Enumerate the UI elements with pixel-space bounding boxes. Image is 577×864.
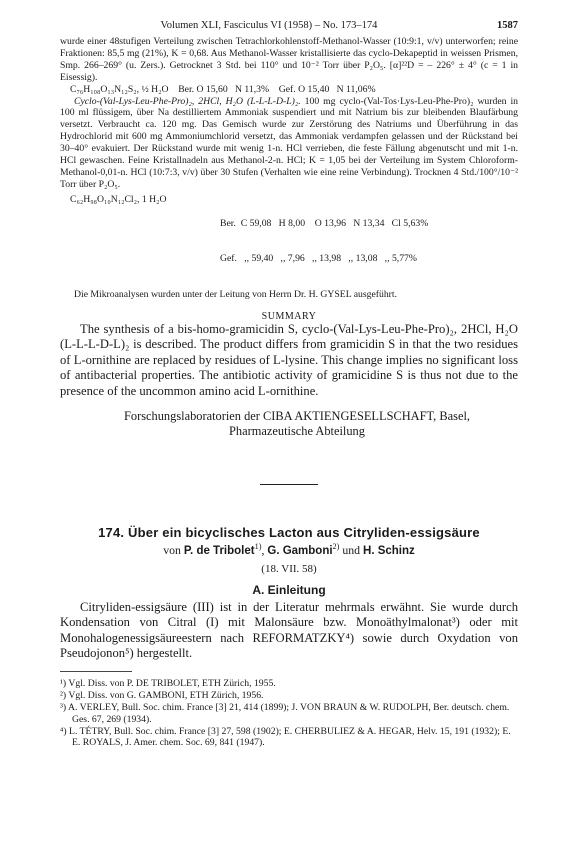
analysis-block-2 — [60, 194, 518, 289]
author-2-footnote-ref[interactable]: 2) — [332, 541, 340, 551]
footnote-1: ¹) Vgl. Diss. von P. DE TRIBOLET, ETH Zürich, 1955. — [60, 678, 276, 690]
compound-name: Cyclo-(Val-Lys-Leu-Phe-Pro)₂, 2HCl, H₂O (L-L-L-D-L)₂. — [74, 95, 301, 107]
analysis-calculated: Ber. C 59,08 H 8,00 O 13,96 N 13,34 Cl 5,63% — [220, 217, 429, 229]
footnote-4: ⁴) L. TÉTRY, Bull. Soc. chim. France [3] 27, 598 (1902); E. CHERBULIEZ & A. HEGAR, Helv. 15, 191 (1932); E. E. ROYALS, J. Amer. chem. Soc. 69, 841 (1947). — [60, 725, 511, 749]
analysis-formula-1: C₇₆H₁₀₈O₁₃N₁₂S₂, ½ H₂O Ber. O 15,60 N 11,3% Gef. O 15,40 N 11,06% — [70, 83, 376, 95]
journal-volume-title: Volumen XLI, Fasciculus VI (1958) – No. 173–174 — [160, 20, 378, 31]
author-separator-2: und — [339, 542, 364, 557]
footnotes — [60, 678, 518, 749]
laboratory-line-2: Pharmazeutische Abteilung — [229, 424, 365, 439]
footnote-3: ³) A. VERLEY, Bull. Soc. chim. France [3] 21, 414 (1899); J. VON BRAUN & W. RUDOLPH, Ber. deutsch. chem. Ges. 67, 269 (1934). — [60, 702, 510, 725]
analysis-found: Gef. ,, 59,40 ,, 7,96 ,, 13,98 ,, 13,08 ,, 5,77% — [220, 253, 417, 265]
experimental-section — [60, 36, 518, 301]
summary-heading: SUMMARY — [261, 310, 317, 322]
laboratory-line-1: Forschungslaboratorien der CIBA AKTIENGESELLSCHAFT, Basel, — [124, 408, 470, 423]
analysis-formula-2: C₆₂H₉₈O₁₀N₁₂Cl₂, 1 H₂O — [70, 193, 167, 205]
author-2: G. Gamboni — [267, 544, 333, 557]
footnote-divider — [60, 671, 132, 672]
running-header — [60, 20, 518, 36]
received-date: (18. VII. 58) — [261, 562, 317, 575]
introduction-paragraph: Citryliden-essigsäure (III) ist in der Literatur mehrmals erwähnt. Sie wurde durch Kondensation von Citral (I) mit Malonsäure bzw. Monoäthylmalonat³) oder mit Monohalogenessigsäureestern nach REFORMATZKY⁴) sowie durch Oxydation von Pseudojonon⁵) hergestellt. — [60, 599, 518, 660]
author-separator-1: , — [261, 542, 268, 557]
author-1: P. de Tribolet — [183, 544, 255, 557]
summary-paragraph: The synthesis of a bis-homo-gramicidin S, cyclo-(Val-Lys-Leu-Phe-Pro)₂, 2HCl, H₂O (L-L-L-D-L)₂ is described. The product differs from gramicidin S in that the two residues of L-ornithine are replaced by residues of L-lysine. This change implies no significant loss of antibacterial properties. The antibiotic activity of gramicidine S is thus not due to the presence of the uncommon amino acid L-ornithine. — [60, 321, 518, 398]
experimental-paragraph-2 — [60, 96, 518, 191]
footnote-2: ²) Vgl. Diss. von G. GAMBONI, ETH Zürich, 1956. — [60, 690, 264, 702]
article-authors — [60, 543, 518, 558]
laboratory-affiliation — [60, 409, 518, 440]
analysis-values — [220, 194, 428, 289]
journal-page — [60, 20, 518, 749]
author-1-footnote-ref[interactable]: 1) — [254, 541, 262, 551]
experimental-paragraph-2-text: 100 mg cyclo-(Val-Tos·Lys-Leu-Phe-Pro)₂ wurden in 100 ml flüssigem, über Na destilliertem Ammoniak suspendiert und mit Natrium bis zur bleibenden Blaufärbung versetzt. Verbraucht ca. 120 mg. Das Gemisch wurde zur Zerstörung des Natriums und Überführung in das Hydrochlorid mit 600 mg Ammoniumchlorid versetzt, das Ammoniak verdampfen gelassen und der Rückstand bei 30–40° evakuiert. Der Rückstand wurde mit wenig 1-n. HCl verrieben, die feste Fällung abgenutscht und mit 1-n. HCl gewaschen. Feine Kristallnadeln aus Methanol-2-n. HCl; K = 1,05 bei der Verteilung im System Chloroform-Methanol-0,01-n. HCl (10:7:3, v/v) über 30 Stufen (Verhalten wie eine reine Verbindung). Trocknen 4 Std./100°/10⁻² Torr über P₂O₅. — [60, 95, 518, 190]
authors-prefix: von — [163, 542, 184, 557]
introduction-section — [60, 600, 518, 662]
summary-section — [60, 322, 518, 399]
page-number: 1587 — [497, 20, 518, 31]
microanalysis-note: Die Mikroanalysen wurden unter der Leitung von Herrn Dr. H. GYSEL ausgeführt. — [74, 289, 398, 301]
article-title: 174. Über ein bicyclisches Lacton aus Citryliden-essigsäure — [98, 524, 480, 540]
author-3: H. Schinz — [363, 544, 415, 557]
article-divider — [260, 484, 318, 485]
experimental-paragraph-1: wurde einer 48stufigen Verteilung zwischen Tetrachlorkohlenstoff-Methanol-Wasser (10:9:1, v/v) unterworfen; reine Fraktionen: 85,5 mg (21%), K = 0,68. Aus Methanol-Wasser kristallisierte das cyclo-Dekapeptid in weissen Prismen, Smp. 266–269° (u. Zers.). Getrocknet 3 Std. bei 110° und 10⁻² Torr über P₂O₅. [α]²²D = – 226° ± 4° (c = 1 in Eisessig). — [60, 36, 518, 83]
section-heading: A. Einleitung — [252, 582, 326, 597]
